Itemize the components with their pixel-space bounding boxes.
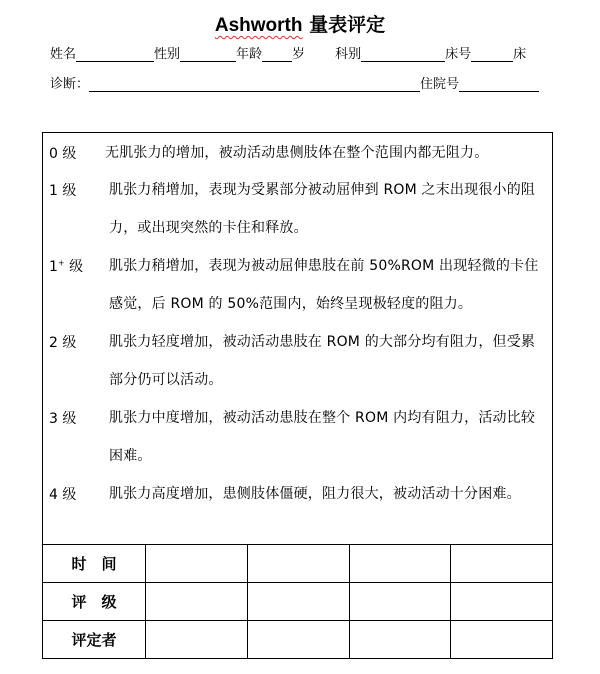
- inpatient-number-field[interactable]: [459, 76, 539, 92]
- level-1-plus-description: 肌张力稍增加，表现为被动屈伸患肢在前 50%ROM 出现轻微的卡住感觉，后 ROM 的 50%范围内，始终呈现极轻度的阻力。: [109, 258, 539, 312]
- table-cell[interactable]: [247, 545, 349, 583]
- diagnosis-label: 诊断：: [50, 77, 90, 92]
- time-row-label: 时 间: [43, 545, 146, 583]
- bed-label: 床号: [445, 47, 472, 62]
- level-3-description: 肌张力中度增加，被动活动患肢在整个 ROM 内均有阻力，活动比较困难。: [109, 410, 536, 464]
- age-field[interactable]: [262, 46, 292, 62]
- level-0-description: 无肌张力的增加，被动活动患侧肢体在整个范围内都无阻力。: [105, 145, 489, 161]
- table-cell[interactable]: [247, 583, 349, 621]
- level-4-label: 4 级: [49, 487, 77, 503]
- gender-label: 性别: [154, 47, 181, 62]
- level-3-label: 3 级: [49, 411, 77, 427]
- name-label: 姓名: [50, 47, 77, 62]
- level-4-description: 肌张力高度增加，患侧肢体僵硬，阻力很大，被动活动十分困难。: [109, 486, 521, 502]
- table-cell[interactable]: [146, 545, 248, 583]
- table-cell[interactable]: [146, 583, 248, 621]
- level-2-label: 2 级: [49, 335, 77, 351]
- inpatient-label: 住院号: [420, 77, 460, 92]
- ashworth-scale-box: [42, 132, 553, 544]
- bed-field[interactable]: [471, 46, 513, 62]
- level-0-label: 0 级: [49, 146, 77, 162]
- level-1-plus-label: 1+ 级: [49, 258, 84, 275]
- record-table: [42, 544, 553, 659]
- age-unit: 岁: [292, 47, 306, 62]
- grade-row-label: 评 级: [43, 583, 146, 621]
- table-cell[interactable]: [146, 621, 248, 659]
- name-field[interactable]: [76, 46, 154, 62]
- table-cell[interactable]: [349, 545, 451, 583]
- level-2-description: 肌张力轻度增加，被动活动患肢在 ROM 的大部分均有阻力，但受累部分仍可以活动。: [109, 334, 536, 388]
- assessor-row-label: 评定者: [43, 621, 146, 659]
- bed-unit: 床: [513, 47, 527, 62]
- patient-info-row-2: [50, 72, 539, 92]
- table-cell[interactable]: [349, 583, 451, 621]
- table-row: [43, 545, 553, 583]
- table-row: [43, 583, 553, 621]
- age-label: 年龄: [236, 47, 263, 62]
- title-english: Ashworth: [214, 15, 303, 36]
- table-cell[interactable]: [451, 583, 553, 621]
- level-1-description: 肌张力稍增加，表现为受累部分被动屈伸到 ROM 之末出现很小的阻力，或出现突然的卡住和释放。: [109, 182, 536, 236]
- page-title: [0, 10, 600, 37]
- level-1-label: 1 级: [49, 183, 77, 199]
- dept-label: 科别: [335, 47, 362, 62]
- gender-field[interactable]: [180, 46, 236, 62]
- table-cell[interactable]: [349, 621, 451, 659]
- table-row: [43, 621, 553, 659]
- table-cell[interactable]: [247, 621, 349, 659]
- title-chinese: 量表评定: [309, 14, 386, 36]
- patient-info-row-1: [50, 42, 526, 62]
- diagnosis-field[interactable]: [89, 76, 420, 92]
- dept-field[interactable]: [361, 46, 445, 62]
- table-cell[interactable]: [451, 621, 553, 659]
- table-cell[interactable]: [451, 545, 553, 583]
